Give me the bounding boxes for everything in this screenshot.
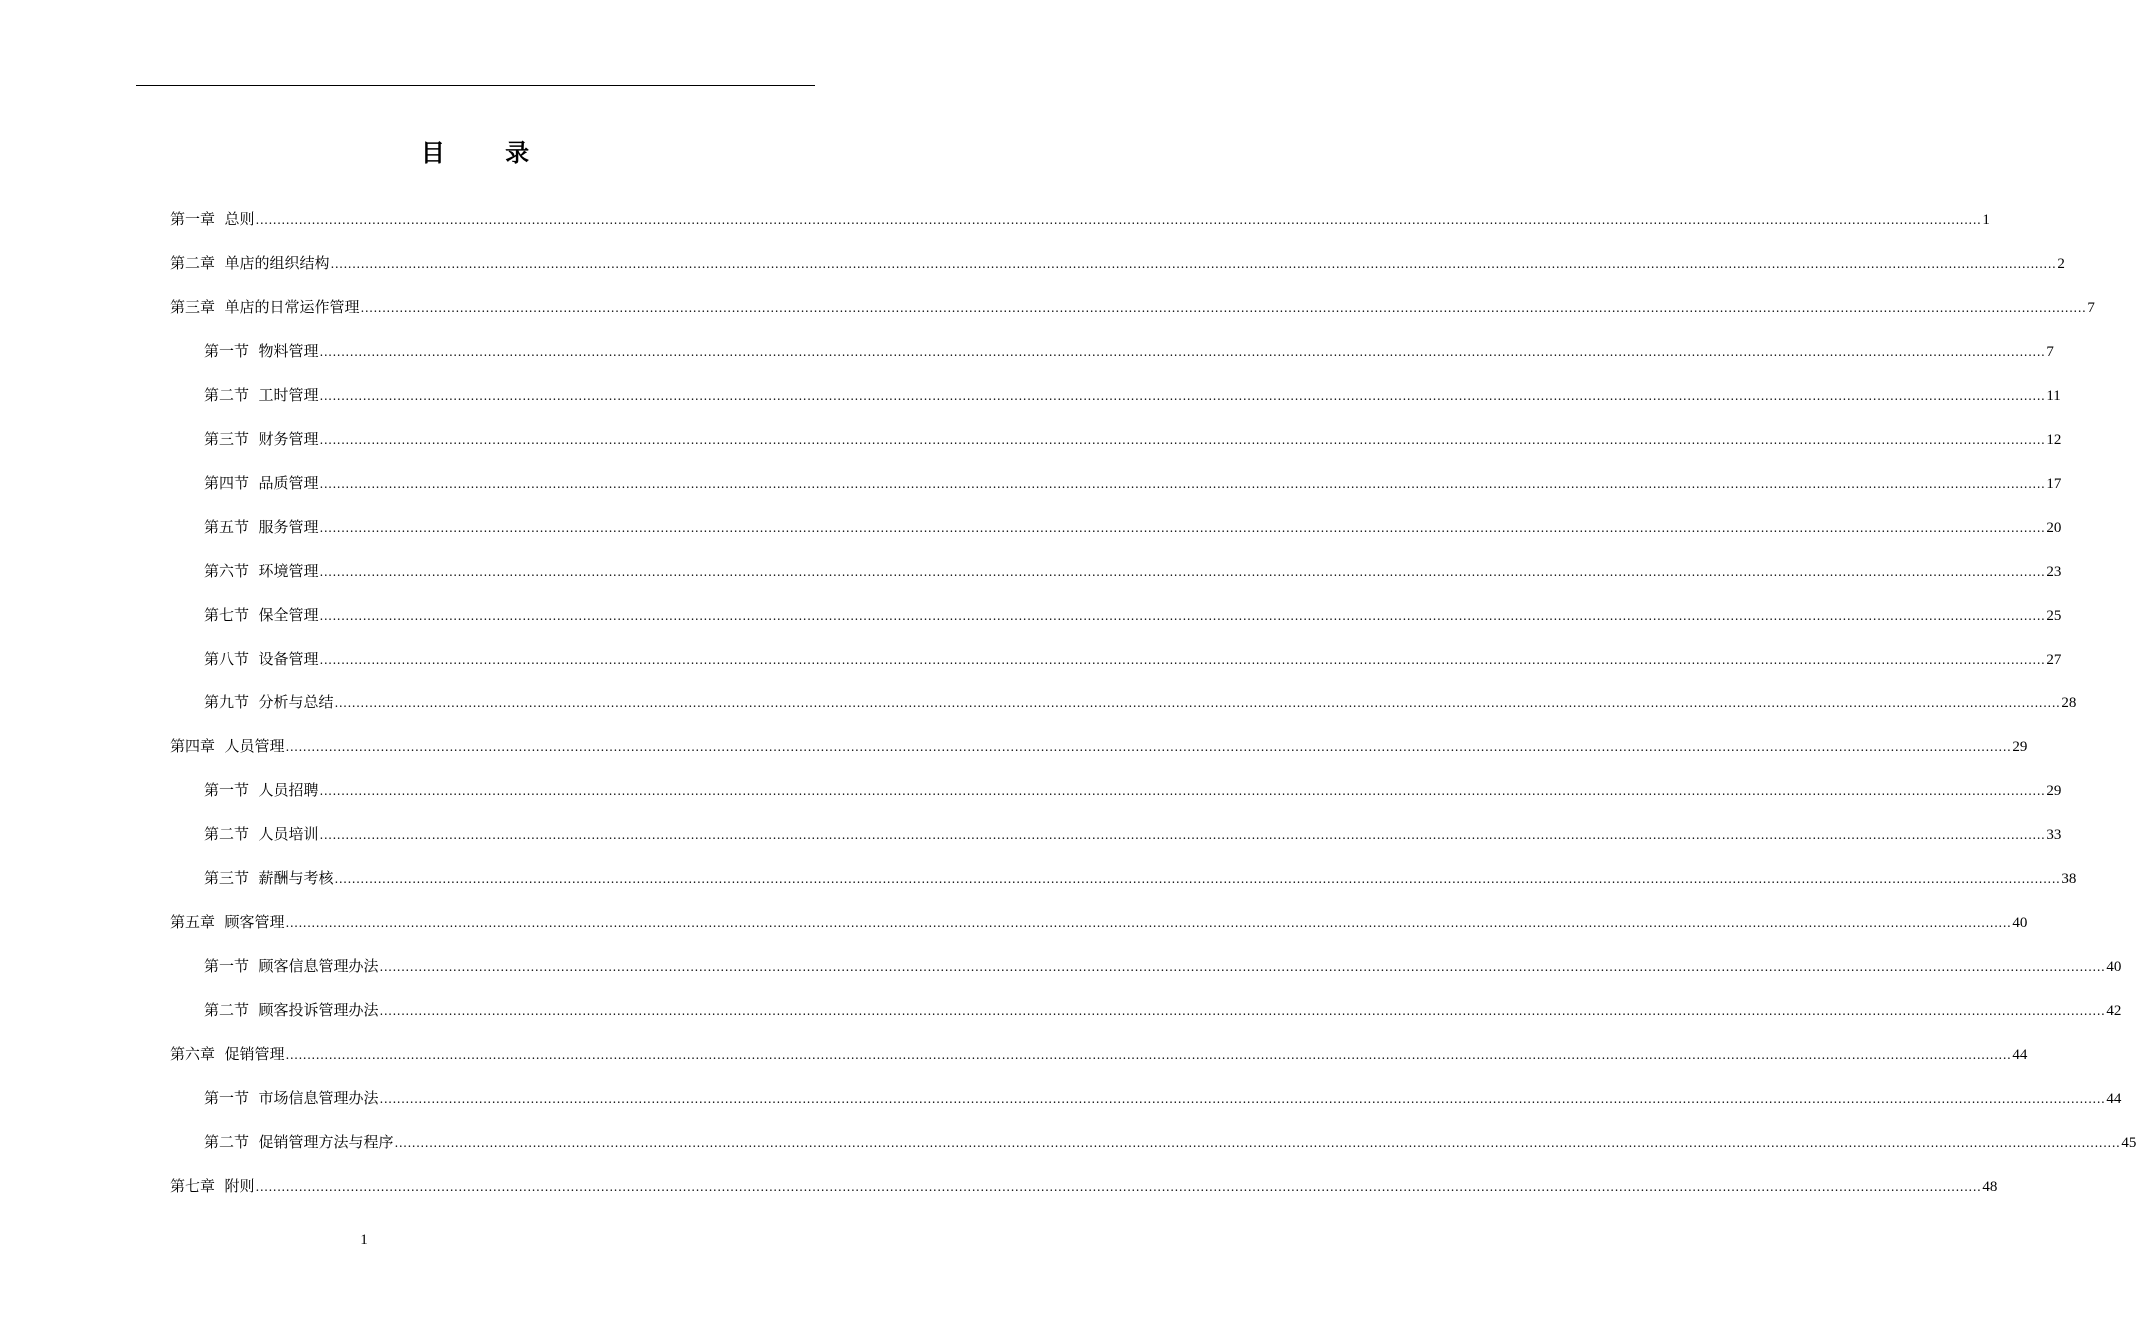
toc-entry-page: 42 (2106, 1003, 2122, 1020)
toc-entry-page: 1 (1982, 212, 1990, 228)
toc-section-entry[interactable] (204, 516, 2062, 538)
toc-entry-label: 第二节 促销管理方法与程序 (204, 1132, 394, 1151)
toc-entry-label: 第六章 促销管理 (170, 1045, 285, 1064)
toc-dot-leader: ................................................................................................................................................................................................................................................................................................................................................................................................................ (319, 432, 2046, 447)
toc-entry-label: 第三节 财务管理 (204, 429, 319, 448)
toc-entry-page: 40 (2106, 959, 2122, 976)
toc-entry-page: 7 (2087, 299, 2095, 316)
toc-entry-page: 27 (2046, 651, 2062, 668)
toc-dot-leader: ................................................................................................................................................................................................................................................................................................................................................................................................................ (379, 1092, 2106, 1106)
toc-dot-leader: ................................................................................................................................................................................................................................................................................................................................................................................................................ (334, 696, 2061, 711)
toc-entry-page: 45 (2121, 1134, 2136, 1151)
toc-chapter-entry[interactable] (170, 1175, 1998, 1197)
toc-entry-label: 第二节 顾客投诉管理办法 (204, 1001, 379, 1020)
toc-entry-page: 33 (2046, 827, 2062, 844)
toc-entry-page: 40 (2012, 915, 2028, 932)
toc-chapter-entry[interactable] (170, 208, 1990, 230)
toc-entry-page: 29 (2012, 739, 2028, 756)
toc-entry-label: 第七节 保全管理 (204, 605, 319, 624)
toc-entry-page: 7 (2046, 343, 2054, 360)
toc-chapter-entry[interactable] (170, 735, 2028, 757)
toc-dot-leader: ................................................................................................................................................................................................................................................................................................................................................................................................................ (255, 213, 1982, 227)
toc-dot-leader: ................................................................................................................................................................................................................................................................................................................................................................................................................ (330, 256, 2057, 271)
toc-section-entry[interactable] (204, 823, 2062, 845)
toc-entry-label: 第九节 分析与总结 (204, 693, 334, 712)
toc-section-entry[interactable] (204, 779, 2062, 801)
toc-entry-label: 第一节 物料管理 (204, 341, 319, 360)
toc-dot-leader: ................................................................................................................................................................................................................................................................................................................................................................................................................ (360, 300, 2087, 315)
toc-entry-label: 第五章 顾客管理 (170, 913, 285, 932)
toc-dot-leader: ................................................................................................................................................................................................................................................................................................................................................................................................................ (379, 1004, 2106, 1019)
toc-dot-leader: ................................................................................................................................................................................................................................................................................................................................................................................................................ (334, 872, 2061, 887)
toc-entry-label: 第三章 单店的日常运作管理 (170, 297, 360, 316)
toc-dot-leader: ................................................................................................................................................................................................................................................................................................................................................................................................................ (285, 916, 2012, 931)
toc-section-entry[interactable] (204, 999, 2122, 1021)
toc-section-entry[interactable] (204, 1131, 2136, 1153)
toc-entry-label: 第四节 品质管理 (204, 473, 319, 492)
toc-entry-page: 12 (2046, 431, 2062, 448)
toc-section-entry[interactable] (204, 867, 2077, 889)
toc-section-entry[interactable] (204, 428, 2062, 450)
toc-entry-label: 第二节 人员培训 (204, 825, 319, 844)
toc-dot-leader: ................................................................................................................................................................................................................................................................................................................................................................................................................ (319, 476, 2046, 491)
toc-dot-leader: ................................................................................................................................................................................................................................................................................................................................................................................................................ (394, 1135, 2121, 1150)
toc-entry-page: 11 (2046, 387, 2061, 404)
toc-entry-page: 17 (2046, 475, 2062, 492)
toc-entry-page: 38 (2061, 871, 2077, 888)
toc-section-entry[interactable] (204, 472, 2062, 494)
toc-title: 目 录 (420, 139, 556, 167)
toc-dot-leader: ................................................................................................................................................................................................................................................................................................................................................................................................................ (319, 828, 2046, 843)
toc-chapter-entry[interactable] (170, 911, 2028, 933)
toc-entry-page: 28 (2061, 695, 2077, 712)
toc-dot-leader: ................................................................................................................................................................................................................................................................................................................................................................................................................ (319, 652, 2046, 667)
toc-dot-leader: ................................................................................................................................................................................................................................................................................................................................................................................................................ (379, 960, 2106, 975)
toc-entry-label: 第四章 人员管理 (170, 737, 285, 756)
toc-chapter-entry[interactable] (170, 1043, 2028, 1065)
toc-dot-leader: ................................................................................................................................................................................................................................................................................................................................................................................................................ (319, 344, 2046, 359)
toc-entry-page: 44 (2106, 1091, 2122, 1107)
toc-entry-page: 25 (2046, 607, 2062, 624)
toc-entry-label: 第八节 设备管理 (204, 649, 319, 668)
toc-entry-label: 第六节 环境管理 (204, 561, 319, 580)
toc-entry-page: 2 (2057, 255, 2065, 272)
toc-section-entry[interactable] (204, 648, 2062, 670)
toc-entry-label: 第二节 工时管理 (204, 385, 319, 404)
toc-entry-label: 第一节 市场信息管理办法 (204, 1089, 379, 1107)
page-number: 1 (360, 1232, 368, 1248)
toc-entry-label: 第一章 总则 (170, 210, 255, 228)
toc-chapter-entry[interactable] (170, 296, 2095, 318)
toc-entry-label: 第一节 人员招聘 (204, 781, 319, 800)
toc-dot-leader: ................................................................................................................................................................................................................................................................................................................................................................................................................ (319, 388, 2046, 403)
toc-dot-leader: ................................................................................................................................................................................................................................................................................................................................................................................................................ (285, 1048, 2012, 1063)
toc-entry-page: 23 (2046, 563, 2062, 580)
toc-section-entry[interactable] (204, 384, 2061, 406)
toc-chapter-entry[interactable] (170, 252, 2065, 274)
toc-dot-leader: ................................................................................................................................................................................................................................................................................................................................................................................................................ (319, 520, 2046, 535)
toc-section-entry[interactable] (204, 560, 2062, 582)
toc-entry-page: 29 (2046, 783, 2062, 800)
toc-dot-leader: ................................................................................................................................................................................................................................................................................................................................................................................................................ (255, 1179, 1982, 1194)
toc-entry-label: 第二章 单店的组织结构 (170, 253, 330, 272)
toc-section-entry[interactable] (204, 955, 2122, 977)
toc-entry-label: 第三节 薪酬与考核 (204, 869, 334, 888)
toc-entry-label: 第五节 服务管理 (204, 517, 319, 536)
toc-entry-label: 第一节 顾客信息管理办法 (204, 957, 379, 976)
toc-entry-label: 第七章 附则 (170, 1176, 255, 1195)
toc-section-entry[interactable] (204, 340, 2054, 362)
toc-section-entry[interactable] (204, 604, 2062, 626)
toc-entry-page: 44 (2012, 1047, 2028, 1064)
toc-section-entry[interactable] (204, 691, 2077, 713)
toc-dot-leader: ................................................................................................................................................................................................................................................................................................................................................................................................................ (319, 784, 2046, 799)
toc-dot-leader: ................................................................................................................................................................................................................................................................................................................................................................................................................ (319, 564, 2046, 579)
toc-entry-page: 48 (1982, 1178, 1998, 1195)
toc-dot-leader: ................................................................................................................................................................................................................................................................................................................................................................................................................ (319, 608, 2046, 623)
toc-dot-leader: ................................................................................................................................................................................................................................................................................................................................................................................................................ (285, 740, 2012, 755)
toc-entry-page: 20 (2046, 519, 2062, 536)
toc-section-entry[interactable] (204, 1087, 2122, 1109)
